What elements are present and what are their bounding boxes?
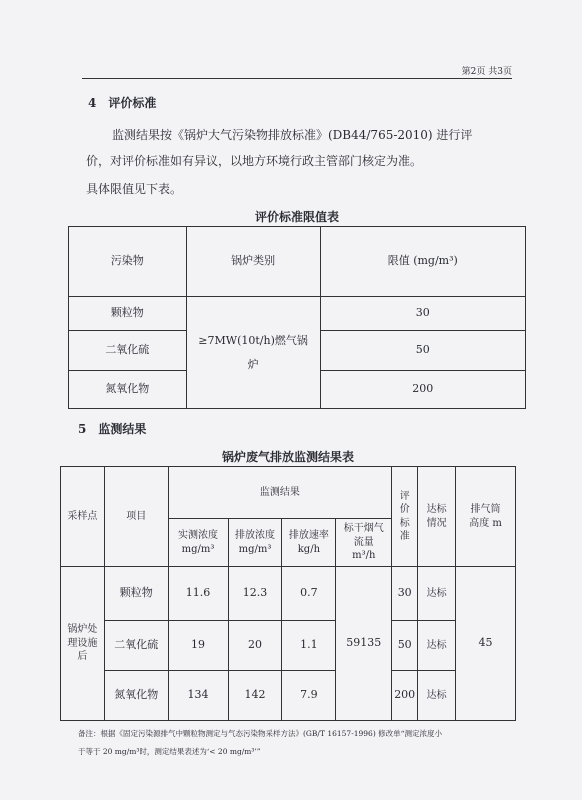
table-row bbox=[61, 567, 516, 621]
pollutant-cell: 氮氧化物 bbox=[69, 371, 187, 409]
flow-cell: 59135 bbox=[336, 567, 392, 721]
item-cell: 二氧化硫 bbox=[104, 621, 168, 671]
pollutant-cell: 颗粒物 bbox=[69, 297, 187, 331]
rate-cell: 1.1 bbox=[282, 621, 336, 671]
monitoring-results-table bbox=[60, 466, 516, 721]
limit-cell: 200 bbox=[320, 371, 525, 409]
standard-cell: 50 bbox=[392, 621, 418, 671]
header-standard: 评价标准 bbox=[392, 467, 418, 567]
rate-cell: 0.7 bbox=[282, 567, 336, 621]
header-rate: 排放速率 kg/h bbox=[282, 519, 336, 567]
standard-cell: 200 bbox=[392, 671, 418, 721]
header-item: 项目 bbox=[104, 467, 168, 567]
rate-cell: 7.9 bbox=[282, 671, 336, 721]
measured-cell: 134 bbox=[168, 671, 228, 721]
note-line-2: 于等于 20 mg/m³时，测定结果表述为‘< 20 mg/m³’” bbox=[78, 747, 261, 756]
limit-cell: 50 bbox=[320, 331, 525, 371]
table-header-row bbox=[61, 467, 516, 519]
limit-cell: 30 bbox=[320, 297, 525, 331]
height-cell: 45 bbox=[456, 567, 516, 721]
table-row bbox=[61, 621, 516, 671]
emission-cell: 12.3 bbox=[228, 567, 282, 621]
header-site: 采样点 bbox=[61, 467, 105, 567]
standard-cell: 30 bbox=[392, 567, 418, 621]
paragraph-line-3: 具体限值见下表。 bbox=[86, 182, 183, 196]
page-number: 第2页 共3页 bbox=[461, 67, 512, 77]
standard-limits-table bbox=[68, 226, 526, 409]
header-pollutant: 污染物 bbox=[69, 227, 187, 297]
pollutant-cell: 二氧化硫 bbox=[69, 331, 187, 371]
note-line-1: 备注：根据《固定污染源排气中颗粒物测定与气态污染物采样方法》(GB/T 16157-1996) 修改单“测定浓度小 bbox=[78, 729, 442, 738]
paragraph-line-2: 价，对评价标准如有异议，以地方环境行政主管部门核定为准。 bbox=[86, 154, 423, 168]
item-cell: 氮氧化物 bbox=[104, 671, 168, 721]
status-cell: 达标 bbox=[418, 567, 456, 621]
header-rule bbox=[82, 78, 512, 79]
header-emission: 排放浓度 mg/m³ bbox=[228, 519, 282, 567]
header-boiler-type: 锅炉类别 bbox=[186, 227, 320, 297]
status-cell: 达标 bbox=[418, 621, 456, 671]
paragraph-line-1: 监测结果按《锅炉大气污染物排放标准》(DB44/765-2010) 进行评 bbox=[112, 128, 473, 142]
table2-caption: 锅炉废气排放监测结果表 bbox=[221, 450, 354, 464]
site-cell: 锅炉处理设施后 bbox=[61, 567, 105, 721]
header-flow: 标干烟气流量 m³/h bbox=[336, 519, 392, 567]
boiler-type-cell: ≥7MW(10t/h)燃气锅炉 bbox=[186, 297, 320, 409]
header-results: 监测结果 bbox=[168, 467, 392, 519]
status-cell: 达标 bbox=[418, 671, 456, 721]
header-measured: 实测浓度 mg/m³ bbox=[168, 519, 228, 567]
table-header-row bbox=[69, 227, 526, 297]
header-height: 排气筒高度 m bbox=[456, 467, 516, 567]
header-limit: 限值 (mg/m³) bbox=[320, 227, 525, 297]
item-cell: 颗粒物 bbox=[104, 567, 168, 621]
emission-cell: 142 bbox=[228, 671, 282, 721]
header-status: 达标情况 bbox=[418, 467, 456, 567]
table1-caption: 评价标准限值表 bbox=[254, 210, 339, 224]
section-5-title: 5 监测结果 bbox=[78, 422, 147, 436]
section-4-title: 4 评价标准 bbox=[88, 96, 157, 110]
measured-cell: 19 bbox=[168, 621, 228, 671]
emission-cell: 20 bbox=[228, 621, 282, 671]
table-row bbox=[61, 671, 516, 721]
table-row bbox=[69, 297, 526, 331]
measured-cell: 11.6 bbox=[168, 567, 228, 621]
